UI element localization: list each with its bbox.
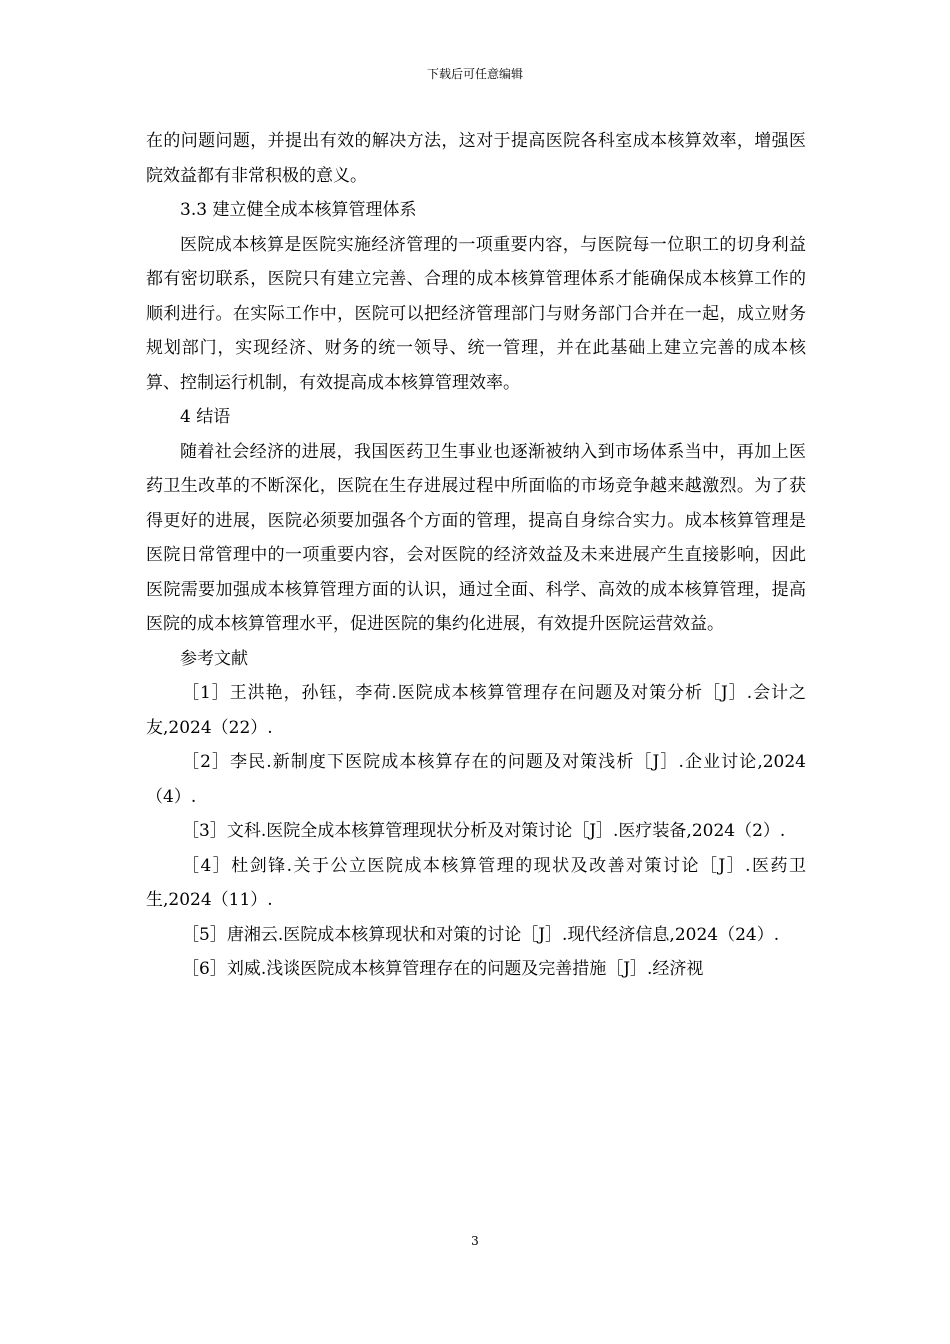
- paragraph-3-3: 医院成本核算是医院实施经济管理的一项重要内容，与医院每一位职工的切身利益都有密切联系，医院只有建立完善、合理的成本核算管理体系才能确保成本核算工作的顺利进行。在实际工作中，医院可以把经济管理部门与财务部门合并在一起，成立财务规划部门，实现经济、财务的统一领导、统一管理，并在此基础上建立完善的成本核算、控制运行机制，有效提高成本核算管理效率。: [146, 234, 806, 393]
- paragraph-continued: 在的问题问题，并提出有效的解决方法，这对于提高医院各科室成本核算效率，增强医院效益都有非常积极的意义。: [146, 131, 806, 186]
- page-header: 下载后可任意编辑: [426, 67, 523, 81]
- document-body: [146, 124, 806, 987]
- reference-item: ［2］李民.新制度下医院成本核算存在的问题及对策浅析［J］.企业讨论,2024（4）.: [146, 752, 806, 807]
- section-heading-3-3: 3.3 建立健全成本核算管理体系: [180, 200, 417, 220]
- reference-item: ［5］唐湘云.医院成本核算现状和对策的讨论［J］.现代经济信息,2024（24）.: [182, 924, 780, 945]
- section-heading-4: 4 结语: [180, 407, 231, 427]
- reference-item: ［6］刘威.浅谈医院成本核算管理存在的问题及完善措施［J］.经济视: [182, 959, 704, 979]
- page-number: 3: [471, 1234, 479, 1248]
- paragraph-4: 随着社会经济的进展，我国医药卫生事业也逐渐被纳入到市场体系当中，再加上医药卫生改革的不断深化，医院在生存进展过程中所面临的市场竞争越来越激烈。为了获得更好的进展，医院必须要加强各个方面的管理，提高自身综合实力。成本核算管理是医院日常管理中的一项重要内容，会对医院的经济效益及未来进展产生直接影响，因此医院需要加强成本核算管理方面的认识，通过全面、科学、高效的成本核算管理，提高医院的成本核算管理水平，促进医院的集约化进展，有效提升医院运营效益。: [146, 441, 806, 634]
- reference-item: ［3］文科.医院全成本核算管理现状分析及对策讨论［J］.医疗装备,2024（2）.: [182, 821, 786, 841]
- reference-item: ［1］王洪艳，孙钰，李荷.医院成本核算管理存在问题及对策分析［J］.会计之友,2024（22）.: [146, 683, 806, 738]
- references-heading: 参考文献: [180, 648, 248, 669]
- reference-item: ［4］杜剑锋.关于公立医院成本核算管理的现状及改善对策讨论［J］.医药卫生,2024（11）.: [146, 855, 806, 910]
